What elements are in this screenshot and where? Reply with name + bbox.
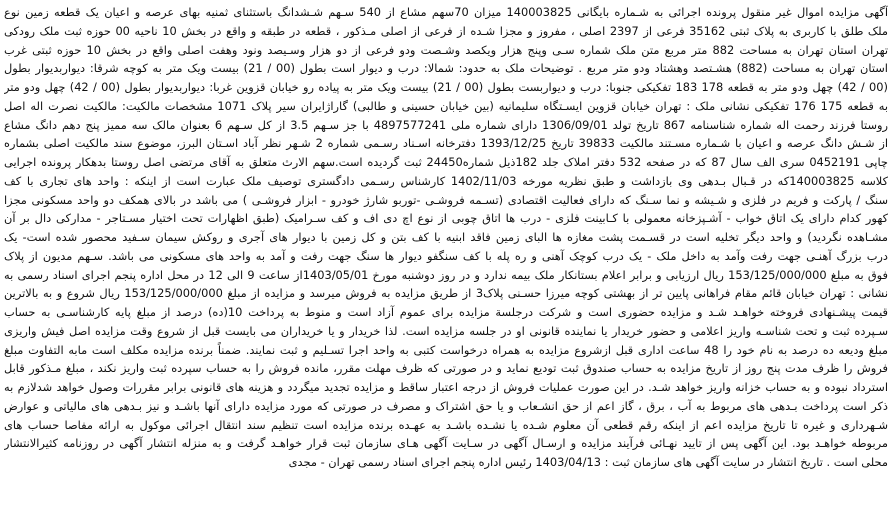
notice-line: نشانی : تهران خیابان قائم مقام فراهانی پایین تر از بهشتی کوچه میرزا حسـنی پلاک3 از طریق مزایده به فروش میرسد و مزایده از مبلغ 153/125/000/000 ریال شروع و به بالاترین xyxy=(4,286,888,301)
notice-line: مربوطه خواهـد بود. این آگهی پس از تایید نهـائی فرآیند مزایده و ارسـال آگهی در سـایت آگهی هـای سازمان ثبت قرار خواهـد گرفت و به منزله انتشار آگهی در روزنامه کثیرالانتشار xyxy=(4,436,888,451)
notice-line: قیمت پیشـنهادی فروخته خواهـد شـد و مزایده حضوری است و شرکت درجلسة مزایده برای عموم آزاد است و منوط به پرداخت 10(ده) درصد از مبلغ پایه کارشناسـی به حساب xyxy=(4,305,888,319)
notice-line: مشـاهده نگردید) و واحد دیگر تخلیه است در قسـمت پشت مغازه ها الباى زمین فاقد ابنیه با کف بتن و کل زمین با دیوار های آجری و روکش سیمان سـفید محصور شده است- یک xyxy=(4,230,888,244)
notice-line: تهران استان تهران به مساحت 882 متر مربع متن ملک شماره سـی وپنج هزار ویکصد وشـصت ودو فرعی از دو هزار وسـیصد ونود وهفت اصلی واقع در بخش 10 حوزه ثبتی غرب xyxy=(4,42,888,57)
notice-line: روستا فرزند رحمت اله شماره شناسنامه 867 تاریخ تولد 1306/09/01 دارای شماره ملی 4897577241 با جز سـهم 3.5 از کل سـهم 6 بعنوان مالک سه ممیز پنج دهم دانگ مشاع xyxy=(4,117,888,132)
notice-line: سـپرده ثبت و تحت شناسـه واریز اعلامی و حضور خریدار یا نماینده قانونی او در جلسه مزایده است. لذا خریدار و یا خریداران می بایست قبل از شروع وقت مزایده اصل فیش واریزی xyxy=(4,323,888,338)
notice-line: کهور کدام دارای یک اتاق خواب - آشـپزخانه معمولی با کـابینت فلزی - درب ها اتاق چوبی از نوع اچ دی اف و کف سـرامیک (طبق اظهارات تحت اختیار مسـتاجر - مدارکی دال بر آن xyxy=(4,211,888,226)
notice-line: فروش را ظرف مدت پنج روز از تاریخ مزایده به حساب صندوق ثبت تودیع نماید و در صورتی که ظرف مهلت مقرر، مانده فروش را به حساب سپرده ثبت واریز نکند ، مبلغ مـذکور قابل xyxy=(4,361,888,376)
notice-line: از شـش دانگ عرصه و اعیان با شـماره مسـتند مالکیت 39833 تاریخ 1393/12/25 دفترخانه اسـناد رسـمی شماره 2 شـهر نظر آباد اسـتان البرز، موضوع سند مالکیت اصلی بشماره xyxy=(4,136,888,151)
notice-line: سنگ / پارکت و فریم در فلزی و شـیشه و نما سـنگ که دارای فعالیت اقتصادی (تسـمه فروشـی -توربو شارژ خودرو - ابزار فروشـی ) می باشد در بالای همکف دو واحد مسکونی مجزا xyxy=(4,192,888,207)
notice-line: ذکر است پرداخت بـدهی های مربوط به آب ، برق ، گاز اعم از حق انشـعاب و یا حق اشتراک و مصرف در صورتی که مورد مزایده دارای آنها باشـد و نیز بـدهی های مالیاتی و عوارض xyxy=(4,398,888,413)
notice-line: استرداد نبوده و به حساب خزانه واریز خواهد شـد. در این صورت عملیات فروش از درجه اعتبار ساقط و مزایده تجدید میگردد و هزینه های قانونی برابر مقررات وصول خواهد شدلازم به xyxy=(4,380,888,394)
notice-line: شـهرداری و غیره تا تاریخ مزایده اعم از اینکه رقم قطعی آن معلوم شـده یا نشـده باشـد به عهـده برنده مزایده است تنظیم سند انتقال اجرائی موکول به ارائه مفاصا حساب های xyxy=(4,417,888,432)
notice-line: فوق به مبلغ 153/125/000/000 ریال ارزیابی و برابر اعلام بستانکار ملک بیمه ندارد و در روز دوشنبه مورخ 1403/05/01از ساعت 9 الی 12 در محل اداره پنجم اجرای اسناد رسمی به xyxy=(4,267,888,282)
notice-line: کلاسه 140003825که در قـبال بـدهی وی بازداشت و طبق نظریه مورخه 1402/11/03 کارشناس رسـمی دادگستری توصیف ملک عبارت است از اینکه : واحد های تجاری با کف xyxy=(4,173,888,188)
notice-line: آگهی مزایده اموال غیر منقول پرونده اجرائی به شـماره بایگانی 140003825 میزان 70سهم مشاع از 540 سـهم شـشدانگ باستثنای ثمنیه بهای عرصه و اعیان یک قطعه زمین نوع xyxy=(4,5,888,19)
notice-line: ملک طلق با کاربری به پلاک ثبتی 35162 فرعی از 2397 اصلی ، مفروز و مجزا شـده از فرعی از اصلی مـذکور ، قطعه در طبقه و واقع در بخش 10 ناحیه 00 حوزه ثبت ملک رودکی xyxy=(4,23,888,38)
notice-line: (00 / 42) چهل ودو متر به قطعه 178 183 تفکیکی جنوبا: درب و دیواربست بطول (00 / 21) بیست ویک متر به پیاده رو خیابان قزوین غربا: دیواربدیوار بطول (00 / 42) چهل ودو متر xyxy=(4,80,888,94)
notice-line: استان تهران به مساحت (882) هشـتصد وهشتاد ودو متر مربع . توضیحات ملک به حدود: شمالا: درب و دیوار است بطول (00 / 21) بیست ویک متر به کوچه شرقا: دیواربدیوار بطول xyxy=(4,61,888,76)
notice-line: درب بزرگ آهنـی جهت رفت وآمد به داخل ملک - یک درب کوچک آهنی و ره پله با کف سنگفو دیوار ها سنگ جهت رفت و آمد به واحد های مسکونی می باشد. سـهم مدیون از پلاک xyxy=(4,248,888,263)
notice-line: چاپی 0452191 سری الف سال 87 که در صفحه 532 دفتر املاک جلد 182ذیل شماره24450 ثبت گردیده است.سهم الارث متعلق به آقای مرتضی اصل روستا بدهکار پرونده اجرایی xyxy=(4,155,888,169)
auction-notice xyxy=(4,3,888,508)
notice-line: مبلغ ودیعه ده درصد به نام خود را 48 ساعت اداری قبل ازشروع مزایده به همراه درخواست کتبی به واحد اجرا تسـلیم و ثبت نمایند. ضمناً برنده مزایده مکلف است مابه التفاوت مبلغ xyxy=(4,342,888,357)
notice-line-final: محلی است . تاریخ انتشار در سایت آگهی های سازمان ثبت : 1403/04/13 رئیس اداره پنجم اجرای اسناد رسمی تهران - مجدی xyxy=(288,455,888,469)
notice-line: به قطعه 175 176 تفکیکی نشانی ملک : تهران خیابان قزوین ایسـتگاه سلیمانیه (بین خیابان حسینی و طالبی) گاراژایران سیر پلاک 1071 مشخصات مالکیت: مالکیت نصرت اله اصل xyxy=(4,98,888,113)
